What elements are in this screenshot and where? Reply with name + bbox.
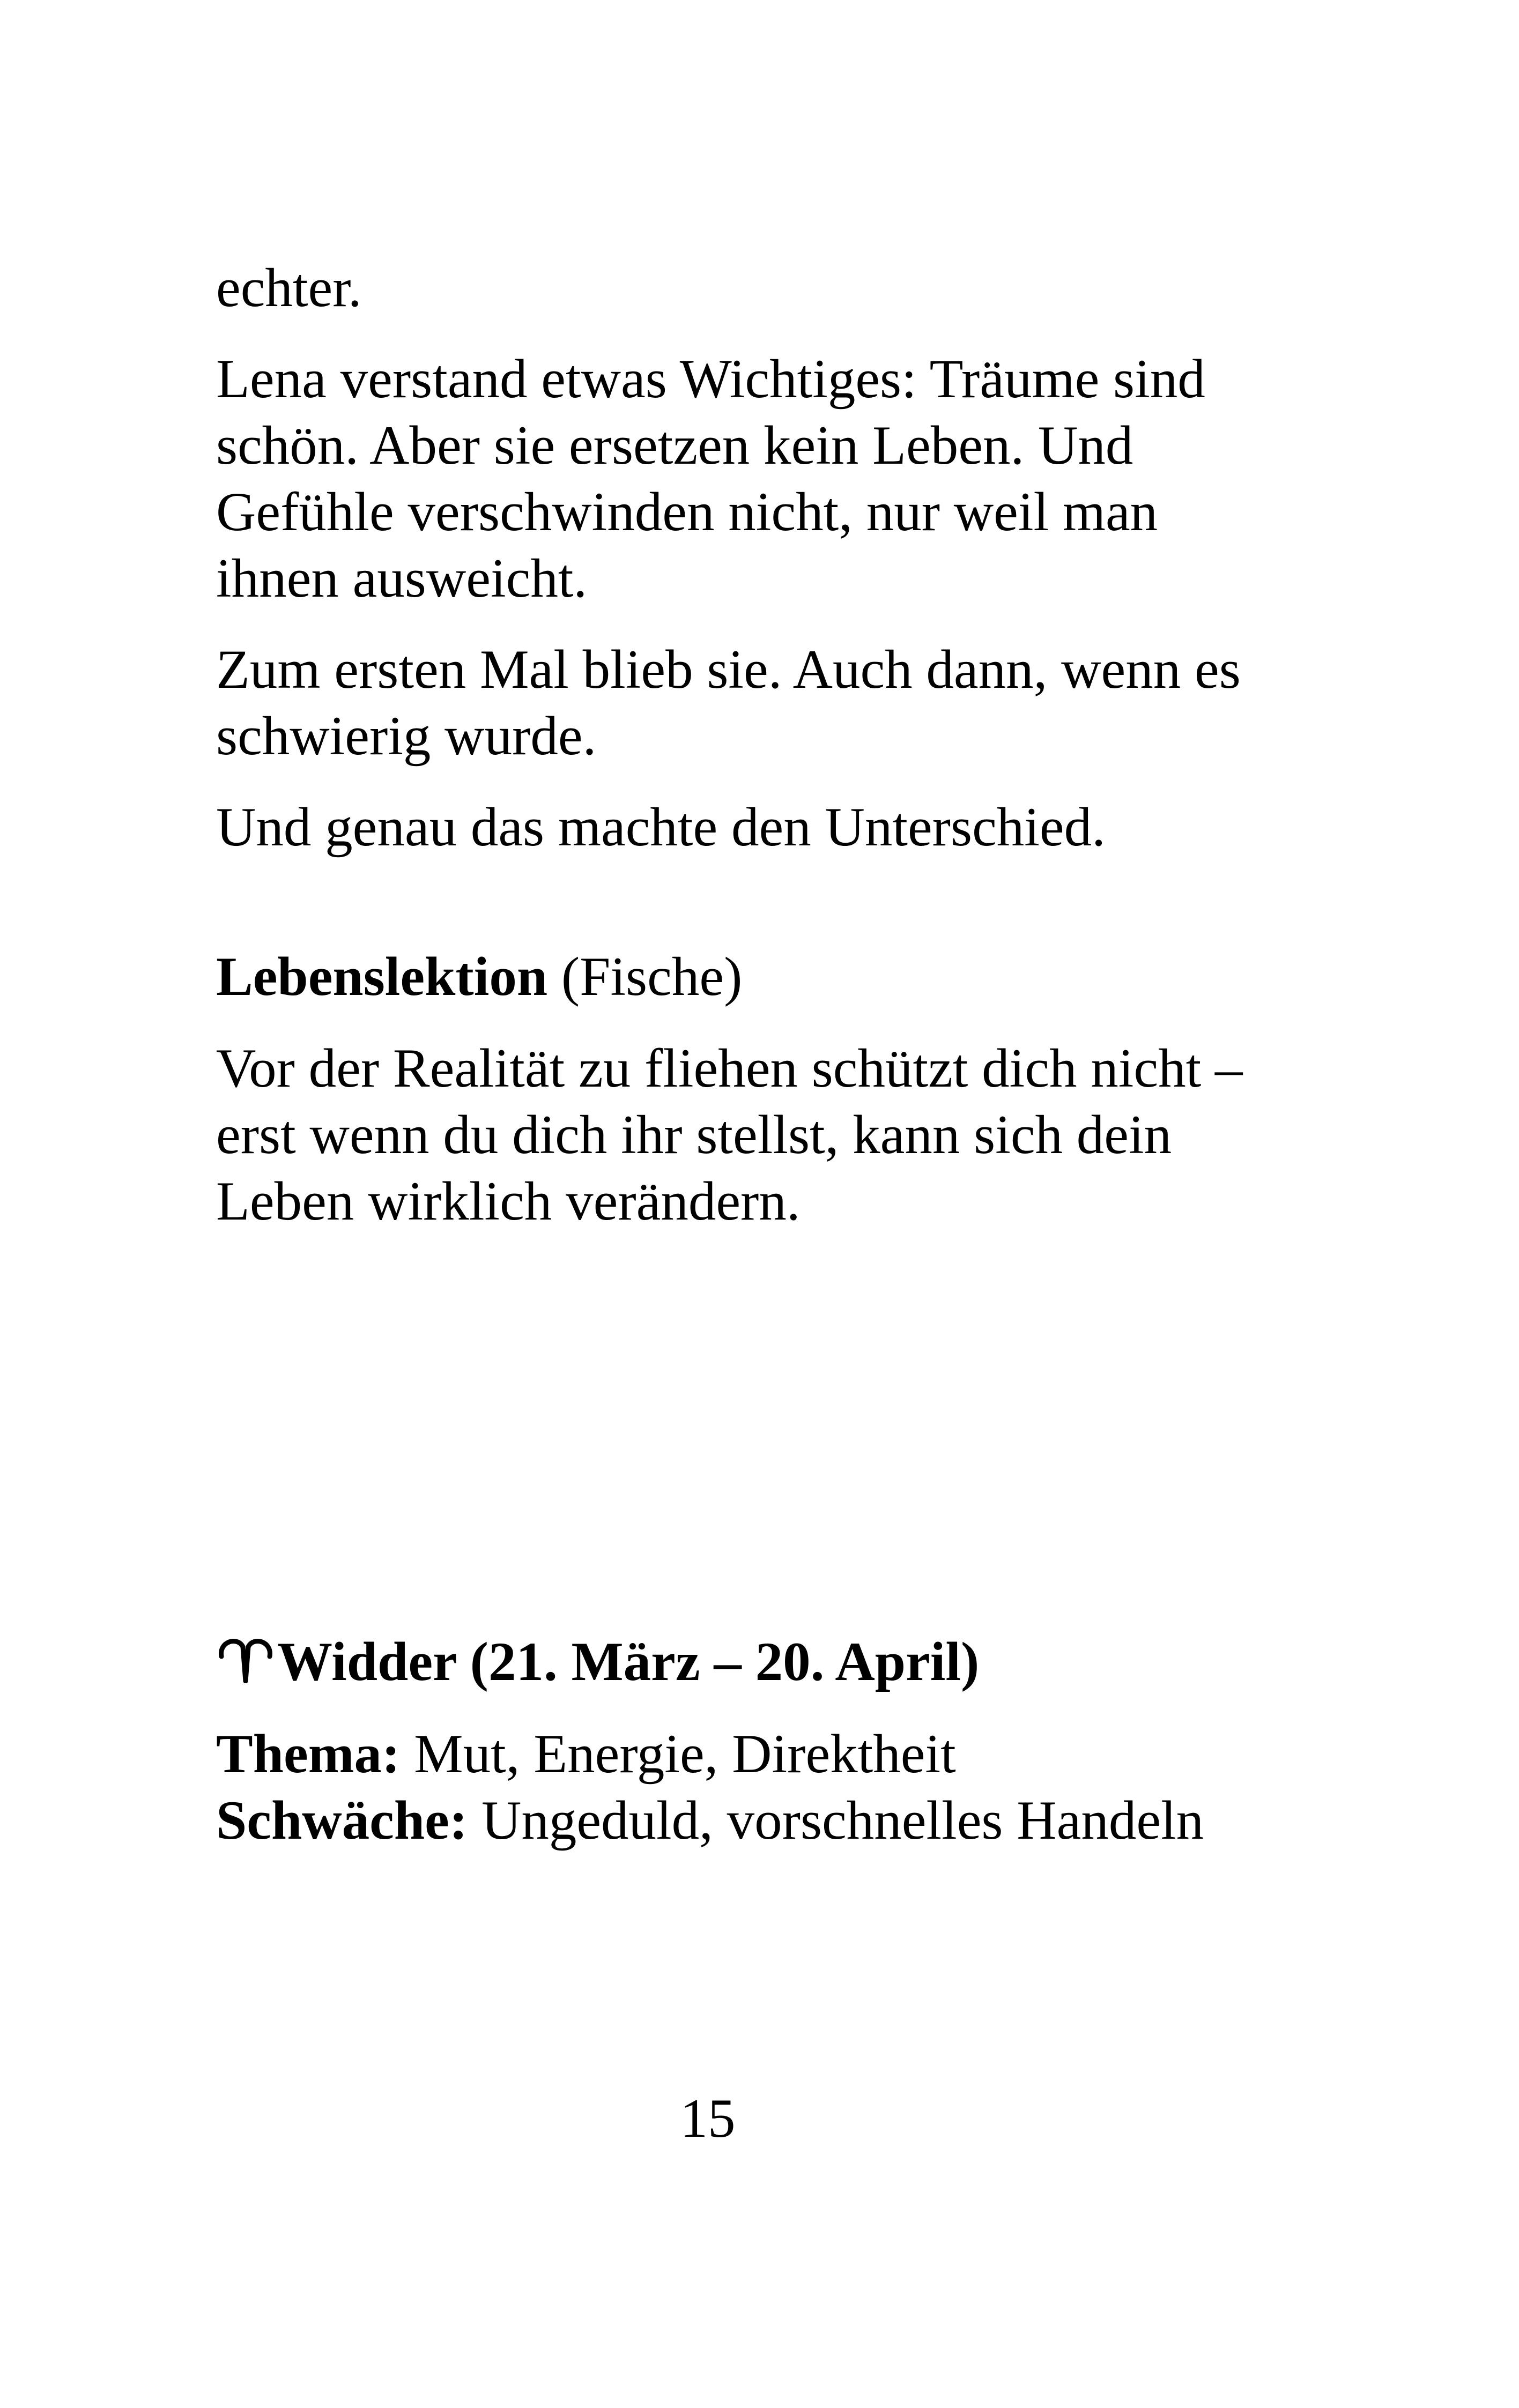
zodiac-weakness [216,1787,1204,1854]
text-line: Zum ersten Mal blieb sie. Auch dann, wenn es [216,639,1241,700]
lesson-heading: Lebenslektion [216,946,548,1007]
text-line: Lena verstand etwas Wichtiges: Träume sind [216,348,1205,410]
zodiac-title: Widder (21. März – 20. April) [277,1631,980,1692]
text-line: Und genau das machte den Unterschied. [216,797,1106,858]
lesson-sign: (Fische) [561,946,743,1007]
theme-value: Mut, Energie, Direktheit [400,1723,956,1785]
text-line: erst wenn du dich ihr stellst, kann sich dein [216,1104,1172,1165]
text-line: Gefühle verschwinden nicht, nur weil man [216,481,1158,542]
zodiac-heading [216,1629,979,1695]
weakness-value: Ungeduld, vorschnelles Handeln [468,1790,1204,1851]
text-line: schwierig wurde. [216,705,597,767]
text-line: Leben wirklich verändern. [216,1171,801,1232]
text-line: ihnen ausweicht. [216,548,588,609]
page-number: 15 [680,2088,736,2149]
weakness-label: Schwäche: [216,1790,468,1851]
theme-label: Thema: [216,1723,401,1785]
text-line: schön. Aber sie ersetzen kein Leben. Und [216,415,1133,476]
aries-icon [216,1635,275,1683]
carry-over-line: echter. [216,257,362,318]
lesson-heading-line [216,943,742,1010]
text-line: Vor der Realität zu fliehen schützt dich nicht – [216,1038,1243,1099]
zodiac-theme [216,1721,956,1787]
